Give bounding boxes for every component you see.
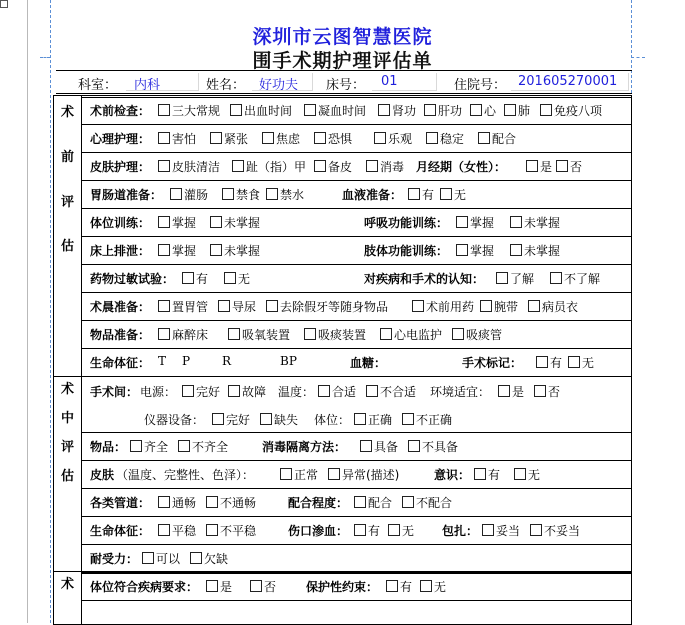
exam-label: 术前检查： bbox=[90, 104, 151, 118]
row-intraop-pipes bbox=[82, 488, 631, 517]
dept-field bbox=[126, 73, 199, 91]
checkbox-icon[interactable] bbox=[408, 188, 420, 200]
margin-guide-left bbox=[50, 0, 51, 623]
checkbox-option[interactable]: 有 bbox=[408, 186, 434, 203]
gi-label: 胃肠道准备： bbox=[90, 188, 163, 202]
margin-guide-top-left bbox=[40, 57, 50, 58]
page-corner-marker bbox=[0, 0, 8, 8]
breath-label: 呼吸功能训练： bbox=[364, 216, 449, 230]
checkbox-icon[interactable] bbox=[498, 385, 510, 397]
checkbox-option[interactable]: 心电监护 bbox=[380, 326, 442, 343]
name-value[interactable]: 好功夫 bbox=[259, 78, 299, 93]
vital-bp: BP bbox=[280, 354, 297, 368]
checkbox-option[interactable]: 凝血时间 bbox=[304, 102, 366, 119]
checkbox-icon[interactable] bbox=[218, 300, 230, 312]
checkbox-icon[interactable] bbox=[510, 244, 522, 256]
power-label: 电源： bbox=[140, 385, 177, 399]
section-label-intraop bbox=[54, 377, 82, 572]
row-intraop-room bbox=[82, 377, 631, 433]
checkbox-option[interactable]: 不具备 bbox=[408, 438, 458, 455]
posture-label: 体位训练： bbox=[90, 216, 151, 230]
mark-label: 手术标记： bbox=[462, 356, 523, 370]
checkbox-icon[interactable] bbox=[402, 496, 414, 508]
bed-value[interactable]: 01 bbox=[381, 74, 398, 89]
row-intraop-tolerance bbox=[82, 544, 631, 573]
checkbox-icon[interactable] bbox=[456, 216, 468, 228]
checkbox-option[interactable]: 无 bbox=[440, 186, 466, 203]
checkbox-icon[interactable] bbox=[474, 468, 486, 480]
checkbox-icon[interactable] bbox=[528, 300, 540, 312]
checkbox-icon[interactable] bbox=[260, 413, 272, 425]
checkbox-option[interactable]: 吸氧装置 bbox=[228, 326, 290, 343]
checkbox-icon[interactable] bbox=[228, 385, 240, 397]
checkbox-icon[interactable] bbox=[142, 552, 154, 564]
cooperation-label: 配合程度： bbox=[288, 496, 349, 510]
checkbox-option[interactable]: 有 bbox=[182, 270, 208, 287]
checkbox-option[interactable]: 异常(描述) bbox=[328, 466, 399, 483]
checkbox-icon[interactable] bbox=[262, 132, 274, 144]
intraop-skin-note: （温度、完整性、色泽）： bbox=[116, 468, 255, 482]
section-char: 术 bbox=[60, 382, 74, 397]
allergy-label: 药物过敏试验： bbox=[90, 272, 175, 286]
checkbox-icon[interactable] bbox=[158, 496, 170, 508]
row-postop-position bbox=[82, 572, 631, 601]
checkbox-icon[interactable] bbox=[304, 328, 316, 340]
section-label-preop bbox=[54, 96, 82, 376]
hospital-name: 深圳市云图智慧医院 bbox=[252, 26, 433, 48]
checkbox-icon[interactable] bbox=[232, 160, 244, 172]
section-char: 中 bbox=[60, 411, 74, 426]
checkbox-option[interactable]: 是 bbox=[498, 383, 524, 400]
checkbox-icon[interactable] bbox=[366, 160, 378, 172]
page-edge-line bbox=[27, 0, 28, 623]
equip-label: 仪器设备： bbox=[144, 413, 205, 427]
checkbox-icon[interactable] bbox=[158, 244, 170, 256]
form-title: 围手术期护理评估单 bbox=[252, 50, 433, 72]
checkbox-icon[interactable] bbox=[540, 104, 552, 116]
checkbox-icon[interactable] bbox=[496, 272, 508, 284]
checkbox-icon[interactable] bbox=[266, 300, 278, 312]
checkbox-option[interactable]: 有 bbox=[386, 578, 412, 595]
checkbox-icon[interactable] bbox=[206, 580, 218, 592]
checkbox-option[interactable]: 无 bbox=[420, 578, 446, 595]
checkbox-icon[interactable] bbox=[212, 413, 224, 425]
checkbox-icon[interactable] bbox=[354, 413, 366, 425]
name-field bbox=[252, 73, 313, 91]
checkbox-icon[interactable] bbox=[568, 356, 580, 368]
checkbox-icon[interactable] bbox=[210, 216, 222, 228]
dept-value[interactable]: 内科 bbox=[134, 78, 161, 93]
checkbox-icon[interactable] bbox=[412, 300, 424, 312]
checkbox-option[interactable]: 有 bbox=[474, 466, 500, 483]
checkbox-icon[interactable] bbox=[386, 580, 398, 592]
checkbox-option[interactable]: 未掌握 bbox=[210, 242, 260, 259]
checkbox-icon[interactable] bbox=[158, 132, 170, 144]
checkbox-option[interactable]: 不平稳 bbox=[206, 522, 256, 539]
checkbox-option[interactable]: 无 bbox=[388, 522, 414, 539]
checkbox-option[interactable]: 掌握 bbox=[158, 214, 196, 231]
checkbox-option[interactable]: 是 bbox=[206, 578, 232, 595]
row-preop-morning bbox=[82, 292, 631, 321]
section-char: 评 bbox=[60, 440, 74, 455]
checkbox-option[interactable]: 配合 bbox=[354, 494, 392, 511]
checkbox-option[interactable]: 正常 bbox=[280, 466, 318, 483]
checkbox-option[interactable]: 出血时间 bbox=[230, 102, 292, 119]
admission-label: 住院号： bbox=[454, 78, 507, 93]
section-char: 估 bbox=[60, 469, 74, 484]
checkbox-option[interactable]: 缺失 bbox=[260, 411, 298, 428]
checkbox-option[interactable]: 正确 bbox=[354, 411, 392, 428]
checkbox-icon[interactable] bbox=[304, 104, 316, 116]
menses-label: 月经期（女性）： bbox=[416, 160, 507, 174]
checkbox-option[interactable]: 不配合 bbox=[402, 494, 452, 511]
checkbox-option[interactable]: 乐观 bbox=[374, 130, 412, 147]
checkbox-icon[interactable] bbox=[530, 524, 542, 536]
row-preop-items bbox=[82, 320, 631, 349]
checkbox-icon[interactable] bbox=[526, 160, 538, 172]
row-preop-gi bbox=[82, 180, 631, 209]
checkbox-option[interactable]: 具备 bbox=[360, 438, 398, 455]
checkbox-icon[interactable] bbox=[318, 385, 330, 397]
checkbox-icon[interactable] bbox=[556, 160, 568, 172]
sugar-label: 血糖： bbox=[350, 356, 387, 370]
checkbox-option[interactable]: 是 bbox=[526, 158, 552, 175]
checkbox-icon[interactable] bbox=[328, 468, 340, 480]
row-intraop-goods bbox=[82, 432, 631, 461]
section-postop bbox=[54, 572, 631, 625]
section-char: 估 bbox=[60, 239, 74, 254]
checkbox-icon[interactable] bbox=[224, 272, 236, 284]
checkbox-option[interactable]: 平稳 bbox=[158, 522, 196, 539]
row-preop-bed-excretion bbox=[82, 236, 631, 265]
checkbox-option[interactable]: 吸痰装置 bbox=[304, 326, 366, 343]
checkbox-option[interactable]: 病员衣 bbox=[528, 298, 578, 315]
checkbox-icon[interactable] bbox=[456, 244, 468, 256]
checkbox-option[interactable]: 害怕 bbox=[158, 130, 196, 147]
items-label: 物品准备： bbox=[90, 328, 151, 342]
intraop-skin-label: 皮肤 bbox=[90, 468, 115, 482]
checkbox-icon[interactable] bbox=[158, 216, 170, 228]
checkbox-icon[interactable] bbox=[426, 132, 438, 144]
patient-info-row bbox=[56, 70, 632, 94]
checkbox-option[interactable]: 禁食 bbox=[222, 186, 260, 203]
checkbox-icon[interactable] bbox=[250, 580, 262, 592]
checkbox-icon[interactable] bbox=[420, 580, 432, 592]
checkbox-icon[interactable] bbox=[314, 132, 326, 144]
checkbox-option[interactable]: 趾（指）甲 bbox=[232, 158, 306, 175]
checkbox-option[interactable]: 妥当 bbox=[482, 522, 520, 539]
row-preop-exam bbox=[82, 96, 631, 125]
psych-label: 心理护理： bbox=[90, 132, 151, 146]
checkbox-option[interactable]: 无 bbox=[224, 270, 250, 287]
isolation-label: 消毒隔离方法： bbox=[262, 440, 347, 454]
checkbox-icon[interactable] bbox=[206, 524, 218, 536]
checkbox-option[interactable]: 未掌握 bbox=[510, 214, 560, 231]
checkbox-icon[interactable] bbox=[378, 104, 390, 116]
checkbox-option[interactable]: 否 bbox=[534, 383, 560, 400]
section-char: 评 bbox=[60, 195, 74, 210]
checkbox-option[interactable]: 不正确 bbox=[402, 411, 452, 428]
assessment-table bbox=[53, 95, 632, 625]
vital-t: T bbox=[158, 354, 167, 368]
checkbox-option[interactable]: 否 bbox=[250, 578, 276, 595]
checkbox-option[interactable]: 皮肤清洁 bbox=[158, 158, 220, 175]
temp-label: 温度： bbox=[278, 385, 315, 399]
checkbox-option[interactable]: 禁水 bbox=[266, 186, 304, 203]
checkbox-icon[interactable] bbox=[354, 496, 366, 508]
section-label-postop bbox=[54, 572, 82, 625]
vitals-label: 生命体征： bbox=[90, 356, 151, 370]
skin-label: 皮肤护理： bbox=[90, 160, 151, 174]
checkbox-icon[interactable] bbox=[402, 413, 414, 425]
checkbox-option[interactable]: 不合适 bbox=[366, 383, 416, 400]
checkbox-option[interactable]: 备皮 bbox=[314, 158, 352, 175]
checkbox-icon[interactable] bbox=[210, 132, 222, 144]
checkbox-option[interactable]: 恐惧 bbox=[314, 130, 352, 147]
checkbox-option[interactable]: 肝功 bbox=[424, 102, 462, 119]
checkbox-option[interactable]: 未掌握 bbox=[210, 214, 260, 231]
row-intraop-vitals bbox=[82, 516, 631, 545]
checkbox-icon[interactable] bbox=[158, 524, 170, 536]
cognition-label: 对疾病和手术的认知： bbox=[364, 272, 485, 286]
checkbox-option[interactable]: 可以 bbox=[142, 550, 180, 567]
checkbox-icon[interactable] bbox=[130, 440, 142, 452]
checkbox-option[interactable]: 无 bbox=[568, 354, 594, 371]
checkbox-icon[interactable] bbox=[510, 216, 522, 228]
blood-label: 血液准备： bbox=[342, 188, 403, 202]
checkbox-option[interactable]: 未掌握 bbox=[510, 242, 560, 259]
checkbox-option[interactable]: 不妥当 bbox=[530, 522, 580, 539]
row-preop-allergy bbox=[82, 264, 631, 293]
checkbox-option[interactable]: 去除假牙等随身物品 bbox=[266, 298, 388, 315]
checkbox-option[interactable]: 紧张 bbox=[210, 130, 248, 147]
checkbox-option[interactable]: 三大常规 bbox=[158, 102, 220, 119]
checkbox-icon[interactable] bbox=[158, 300, 170, 312]
row-preop-vitals bbox=[82, 348, 631, 377]
morning-label: 术晨准备： bbox=[90, 300, 151, 314]
checkbox-icon[interactable] bbox=[374, 132, 386, 144]
checkbox-icon[interactable] bbox=[158, 328, 170, 340]
admission-value[interactable]: 201605270001 bbox=[518, 74, 618, 89]
checkbox-icon[interactable] bbox=[478, 132, 490, 144]
checkbox-option[interactable]: 不齐全 bbox=[178, 438, 228, 455]
section-char: 术 bbox=[60, 105, 74, 120]
checkbox-option[interactable]: 有 bbox=[354, 522, 380, 539]
checkbox-option[interactable]: 掌握 bbox=[456, 214, 494, 231]
checkbox-icon[interactable] bbox=[380, 328, 392, 340]
checkbox-option[interactable]: 灌肠 bbox=[170, 186, 208, 203]
checkbox-option[interactable]: 吸痰管 bbox=[452, 326, 502, 343]
checkbox-icon[interactable] bbox=[280, 468, 292, 480]
checkbox-option[interactable]: 麻醉床 bbox=[158, 326, 208, 343]
checkbox-icon[interactable] bbox=[354, 524, 366, 536]
checkbox-option[interactable]: 齐全 bbox=[130, 438, 168, 455]
tolerance-label: 耐受力： bbox=[90, 552, 139, 566]
checkbox-icon[interactable] bbox=[550, 272, 562, 284]
checkbox-icon[interactable] bbox=[388, 524, 400, 536]
checkbox-option[interactable]: 完好 bbox=[182, 383, 220, 400]
checkbox-icon[interactable] bbox=[230, 104, 242, 116]
checkbox-icon[interactable] bbox=[452, 328, 464, 340]
checkbox-icon[interactable] bbox=[228, 328, 240, 340]
position-label: 体位： bbox=[314, 413, 351, 427]
checkbox-icon[interactable] bbox=[266, 188, 278, 200]
row-intraop-skin bbox=[82, 460, 631, 489]
checkbox-icon[interactable] bbox=[190, 552, 202, 564]
checkbox-option[interactable]: 导尿 bbox=[218, 298, 256, 315]
pipes-label: 各类管道： bbox=[90, 496, 151, 510]
intraop-vitals-label: 生命体征： bbox=[90, 524, 151, 538]
checkbox-icon[interactable] bbox=[424, 104, 436, 116]
row-preop-psych bbox=[82, 124, 631, 153]
checkbox-icon[interactable] bbox=[536, 356, 548, 368]
checkbox-option[interactable]: 故障 bbox=[228, 383, 266, 400]
checkbox-option[interactable]: 置胃管 bbox=[158, 298, 208, 315]
checkbox-option[interactable]: 不通畅 bbox=[206, 494, 256, 511]
checkbox-icon[interactable] bbox=[182, 272, 194, 284]
section-char: 前 bbox=[60, 150, 74, 165]
checkbox-option[interactable]: 肾功 bbox=[378, 102, 416, 119]
row-preop-skin bbox=[82, 152, 631, 181]
checkbox-icon[interactable] bbox=[480, 300, 492, 312]
checkbox-icon[interactable] bbox=[534, 385, 546, 397]
wound-label: 伤口渗血： bbox=[288, 524, 349, 538]
env-label: 环境适宜： bbox=[430, 385, 491, 399]
checkbox-icon[interactable] bbox=[440, 188, 452, 200]
checkbox-icon[interactable] bbox=[470, 104, 482, 116]
checkbox-option[interactable]: 否 bbox=[556, 158, 582, 175]
section-char: 术 bbox=[60, 577, 74, 592]
checkbox-option[interactable]: 欠缺 bbox=[190, 550, 228, 567]
dept-label: 科室： bbox=[78, 78, 118, 93]
checkbox-icon[interactable] bbox=[360, 440, 372, 452]
row-preop-posture bbox=[82, 208, 631, 237]
checkbox-option[interactable]: 无 bbox=[514, 466, 540, 483]
checkbox-icon[interactable] bbox=[158, 104, 170, 116]
checkbox-icon[interactable] bbox=[170, 188, 182, 200]
bed-field bbox=[372, 73, 437, 91]
checkbox-icon[interactable] bbox=[178, 440, 190, 452]
checkbox-option[interactable]: 腕带 bbox=[480, 298, 518, 315]
checkbox-option[interactable]: 了解 bbox=[496, 270, 534, 287]
checkbox-option[interactable]: 焦虑 bbox=[262, 130, 300, 147]
conscious-label: 意识： bbox=[434, 468, 471, 482]
checkbox-icon[interactable] bbox=[182, 385, 194, 397]
admission-field bbox=[511, 73, 629, 91]
checkbox-icon[interactable] bbox=[210, 244, 222, 256]
checkbox-icon[interactable] bbox=[482, 524, 494, 536]
bed-excretion-label: 床上排泄： bbox=[90, 244, 151, 258]
position-req-label: 体位符合疾病要求： bbox=[90, 580, 199, 594]
checkbox-icon[interactable] bbox=[514, 468, 526, 480]
name-label: 姓名： bbox=[206, 78, 246, 93]
vital-p: P bbox=[182, 354, 191, 368]
goods-label: 物品： bbox=[90, 440, 127, 454]
checkbox-option[interactable]: 合适 bbox=[318, 383, 356, 400]
checkbox-option[interactable]: 消毒 bbox=[366, 158, 404, 175]
checkbox-icon[interactable] bbox=[314, 160, 326, 172]
bed-label: 床号： bbox=[326, 78, 366, 93]
checkbox-option[interactable]: 肺 bbox=[504, 102, 530, 119]
section-intraop bbox=[54, 377, 631, 572]
checkbox-option[interactable]: 免疫八项 bbox=[540, 102, 602, 119]
restraint-label: 保护性约束： bbox=[306, 580, 379, 594]
checkbox-option[interactable]: 通畅 bbox=[158, 494, 196, 511]
checkbox-icon[interactable] bbox=[366, 385, 378, 397]
checkbox-option[interactable]: 完好 bbox=[212, 411, 250, 428]
checkbox-icon[interactable] bbox=[222, 188, 234, 200]
checkbox-option[interactable]: 配合 bbox=[478, 130, 516, 147]
limb-label: 肢体功能训练： bbox=[364, 244, 449, 258]
checkbox-icon[interactable] bbox=[206, 496, 218, 508]
dressing-label: 包扎： bbox=[442, 524, 479, 538]
checkbox-option[interactable]: 心 bbox=[470, 102, 496, 119]
checkbox-icon[interactable] bbox=[408, 440, 420, 452]
room-label: 手术间： bbox=[90, 385, 139, 399]
checkbox-option[interactable]: 掌握 bbox=[456, 242, 494, 259]
checkbox-icon[interactable] bbox=[504, 104, 516, 116]
checkbox-option[interactable]: 稳定 bbox=[426, 130, 464, 147]
section-preop bbox=[54, 96, 631, 376]
checkbox-option[interactable]: 有 bbox=[536, 354, 562, 371]
checkbox-option[interactable]: 掌握 bbox=[158, 242, 196, 259]
vital-r: R bbox=[222, 354, 232, 368]
checkbox-icon[interactable] bbox=[158, 160, 170, 172]
checkbox-option[interactable]: 不了解 bbox=[550, 270, 600, 287]
checkbox-option[interactable]: 术前用药 bbox=[412, 298, 474, 315]
